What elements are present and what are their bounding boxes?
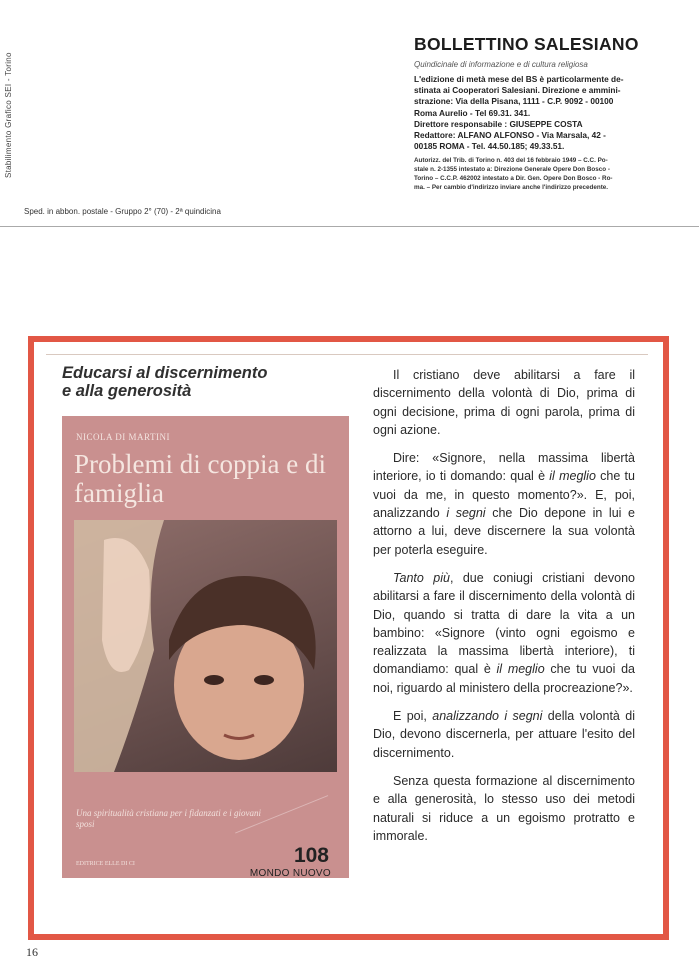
editorial-line: L'edizione di metà mese del BS è particolarmente de- [414, 74, 624, 84]
paragraph-text: della volontà di Dio, devono discernerla, per attuare l'esito del discernimento. [373, 709, 635, 760]
editorial-info [414, 74, 676, 152]
paragraph-text: che tu vuoi da me, in questo momento?». E, poi, analizzando [373, 469, 635, 521]
editorial-line: stinata ai Cooperatori Salesiani. Direzione e ammini- [414, 85, 621, 96]
paragraph-text: Dire: «Signore, nella massima libertà interiore, io ti domando: qual è [373, 451, 635, 484]
article-paragraph [373, 366, 635, 439]
book-title: Problemi di coppia e di famiglia [74, 449, 326, 508]
book-series-name: MONDO NUOVO [249, 868, 331, 878]
paragraph-text: che tu vuoi da noi, riguardo al ministero della procreazione?». [373, 662, 635, 695]
book-author: NICOLA DI MARTINI [76, 432, 170, 442]
masthead [414, 34, 676, 192]
article-body [373, 366, 635, 855]
editorial-line: Direttore responsabile : GIUSEPPE COSTA [414, 118, 583, 129]
paragraph-text: Senza questa formazione al discernimento e alla generosità, lo stesso uso dei metodi naturali si riduce a un egoismo protratto e immorale. [373, 773, 635, 843]
article-title-line: e alla generosità [62, 382, 192, 400]
editorial-line: Redattore: ALFANO ALFONSO - Via Marsala, 42 - [414, 130, 606, 141]
paragraph-text: che Dio depone in lui e attorno a lui, deve discernere la sua volontà per poterla eseguire. [373, 506, 635, 557]
frame-inner-rule [46, 354, 648, 355]
postal-shipping-note: Sped. in abbon. postale - Gruppo 2° (70) - 2ª quindicina [24, 207, 221, 216]
legal-info [414, 156, 676, 192]
book-series-number: 108 [293, 844, 329, 867]
article-paragraph [373, 772, 635, 845]
printer-credit: Stabilimento Grafico SEI - Torino [4, 52, 13, 178]
couple-illustration [74, 520, 337, 772]
editorial-line: strazione: Via della Pisana, 1111 - C.P. 9092 - 00100 [414, 96, 614, 107]
legal-line: ma. – Per cambio d'indirizzo inviare anche l'indirizzo precedente. [414, 184, 609, 192]
legal-line: Torino – C.C.P. 462002 intestato a Dir. Gen. Opere Don Bosco - Ro- [414, 175, 613, 183]
book-publisher: EDITRICE ELLE DI CI [76, 861, 135, 867]
legal-line: stale n. 2-1355 intestato a: Direzione Generale Opere Don Bosco - [414, 166, 610, 174]
paragraph-text: Il cristiano deve abilitarsi a fare il discernimento della volontà di Dio, prima di ogni decisione, prima di ogni parola, prima di ogni azione. [373, 368, 635, 437]
editorial-line: Roma Aurelio - Tel 69.31. 341. [414, 107, 531, 118]
legal-line: Autorizz. del Trib. di Torino n. 403 del 16 febbraio 1949 – C.C. Po- [414, 157, 608, 165]
editorial-line: 00185 ROMA - Tel. 44.50.185; 49.33.51. [414, 141, 565, 152]
magazine-subtitle: Quindicinale di informazione e di cultura religiosa [414, 60, 588, 69]
emphasis-text: analizzando i segni [432, 709, 543, 724]
emphasis-text: i segni [446, 506, 486, 521]
emphasis-text: Tanto più [393, 570, 450, 585]
article-paragraph [373, 707, 635, 762]
book-subtitle: Una spiritualità cristiana per i fidanzati e i giovani sposi [76, 808, 262, 829]
page-number: 16 [26, 945, 38, 959]
article-paragraph [373, 569, 635, 697]
header-divider [0, 226, 699, 227]
article-paragraph [373, 449, 635, 559]
couple-photo [74, 520, 337, 772]
emphasis-text: il meglio [549, 469, 596, 484]
article-title-line: Educarsi al discernimento [62, 364, 268, 382]
emphasis-text: il meglio [496, 662, 545, 677]
paragraph-text: E poi, [393, 709, 433, 724]
magazine-title: BOLLETTINO SALESIANO [414, 34, 639, 54]
paragraph-text: , due coniugi cristiani devono abilitarsi a fare il discernimento della volontà di Dio, quando si tratta di dare la vita a un bambino: «Signore (vinto ogni egoismo e realizzata la massima libertà interiore), ti domandiamo: qual è [373, 570, 635, 677]
article-title [62, 364, 362, 400]
book-cover-image [62, 416, 349, 878]
